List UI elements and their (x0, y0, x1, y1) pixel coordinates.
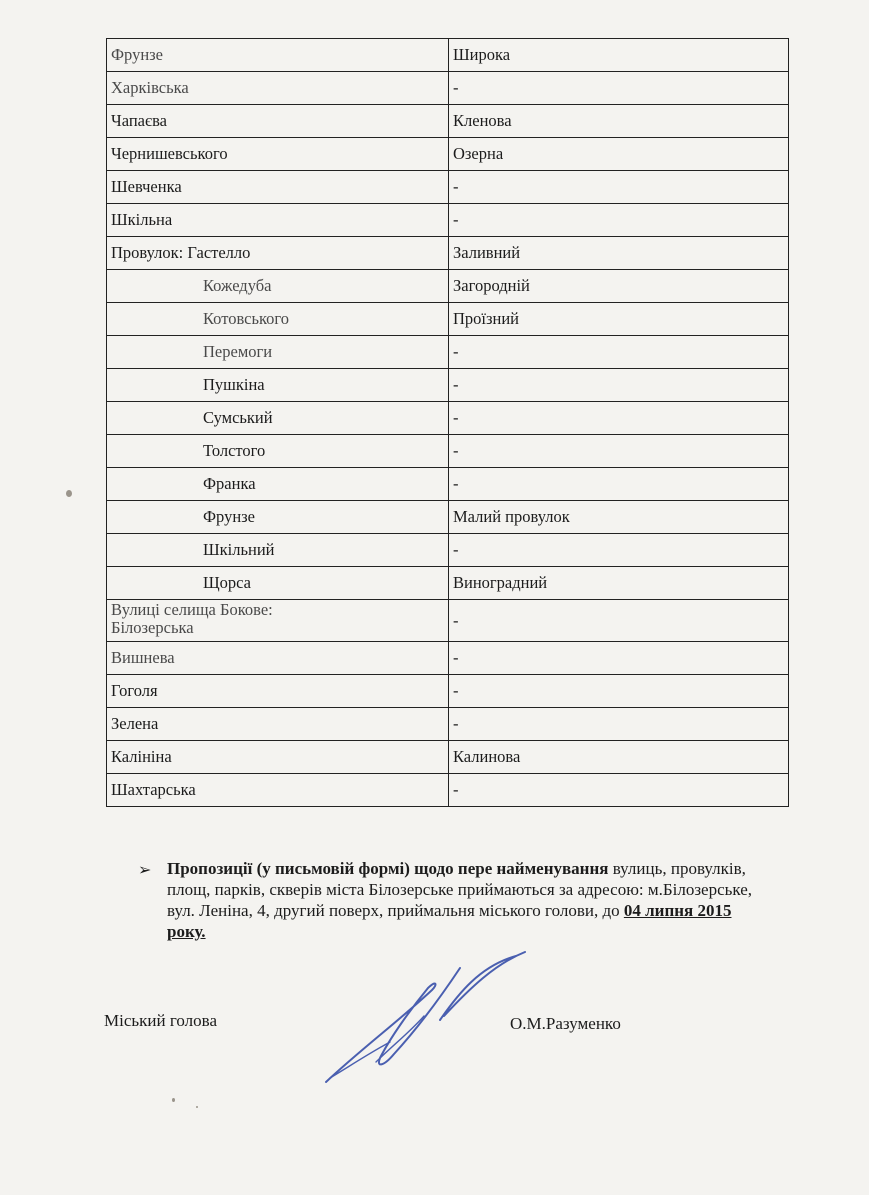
new-name-cell: Заливний (449, 237, 789, 270)
table-row (107, 675, 789, 708)
new-name-cell: Малий провулок (449, 501, 789, 534)
note-text (167, 858, 760, 942)
table-row (107, 708, 789, 741)
old-name-cell: Пушкіна (107, 369, 449, 402)
signature-stroke (330, 1016, 424, 1078)
new-name-cell: - (449, 708, 789, 741)
old-name-cell: Шкільний (107, 534, 449, 567)
old-name-cell: Шкільна (107, 204, 449, 237)
paper-speck (66, 490, 72, 497)
note-bold-lead: Пропозиції (у письмовій формі) щодо пере найменування (167, 859, 609, 878)
old-name-cell: Фрунзе (107, 39, 449, 72)
table-row (107, 534, 789, 567)
table-row (107, 402, 789, 435)
old-name-cell: Чернишевського (107, 138, 449, 171)
table-row (107, 435, 789, 468)
new-name-cell: Широка (449, 39, 789, 72)
old-name-cell: Вишнева (107, 642, 449, 675)
old-name-cell (107, 600, 449, 642)
table-row (107, 567, 789, 600)
proposal-note (140, 858, 760, 942)
old-name-text: Білозерська (111, 618, 194, 637)
old-name-cell: Калініна (107, 741, 449, 774)
table-row (107, 237, 789, 270)
old-name-cell: Франка (107, 468, 449, 501)
section-heading: Вулиці селища Бокове: (111, 600, 273, 619)
new-name-cell: - (449, 402, 789, 435)
old-name-cell: Перемоги (107, 336, 449, 369)
old-name-cell: Фрунзе (107, 501, 449, 534)
new-name-cell: - (449, 600, 789, 642)
mayor-name: О.М.Разуменко (510, 1014, 621, 1033)
table-row (107, 270, 789, 303)
table-row (107, 642, 789, 675)
old-name-cell: Шахтарська (107, 774, 449, 807)
new-name-cell: - (449, 534, 789, 567)
old-name-cell: Чапаєва (107, 105, 449, 138)
old-name-cell: Сумський (107, 402, 449, 435)
table-row (107, 369, 789, 402)
signature-image (320, 950, 540, 1090)
table-row (107, 72, 789, 105)
new-name-cell: Виноградний (449, 567, 789, 600)
new-name-cell: - (449, 468, 789, 501)
table-row (107, 741, 789, 774)
old-name-cell: Шевченка (107, 171, 449, 204)
old-name-cell: Провулок: Гастелло (107, 237, 449, 270)
new-name-cell: - (449, 435, 789, 468)
table-row (107, 171, 789, 204)
new-name-cell: - (449, 336, 789, 369)
old-name-cell: Харківська (107, 72, 449, 105)
new-name-cell: Загородній (449, 270, 789, 303)
table-row (107, 39, 789, 72)
paper-speck (196, 1106, 198, 1108)
street-rename-table (106, 38, 789, 807)
new-name-cell: - (449, 675, 789, 708)
table-row (107, 468, 789, 501)
old-name-cell: Щорса (107, 567, 449, 600)
table-row (107, 336, 789, 369)
new-name-cell: - (449, 171, 789, 204)
old-name-cell: Толстого (107, 435, 449, 468)
old-name-cell: Кожедуба (107, 270, 449, 303)
table-row (107, 138, 789, 171)
new-name-cell: - (449, 369, 789, 402)
arrow-bullet-icon: ➢ (138, 860, 152, 879)
note-body: вулиць, провулків, площ, парків, скверів міста Білозерське приймаються за адресою: м.Білозерське, вул. Леніна, 4, другий поверх, приймальня міського голови, до (167, 859, 753, 920)
new-name-cell: Кленова (449, 105, 789, 138)
table-row (107, 774, 789, 807)
table-row (107, 105, 789, 138)
new-name-cell: Озерна (449, 138, 789, 171)
table-row (107, 303, 789, 336)
old-name-cell: Гоголя (107, 675, 449, 708)
mayor-title: Міський голова (104, 1011, 217, 1030)
new-name-cell: Калинова (449, 741, 789, 774)
deadline-date: 04 липня 2015 року. (167, 901, 732, 941)
table-row (107, 204, 789, 237)
paper-speck (172, 1098, 175, 1102)
new-name-cell: Проїзний (449, 303, 789, 336)
old-name-cell: Котовського (107, 303, 449, 336)
old-name-cell: Зелена (107, 708, 449, 741)
table-row (107, 501, 789, 534)
new-name-cell: - (449, 72, 789, 105)
table-row (107, 600, 789, 642)
new-name-cell: - (449, 642, 789, 675)
new-name-cell: - (449, 774, 789, 807)
new-name-cell: - (449, 204, 789, 237)
